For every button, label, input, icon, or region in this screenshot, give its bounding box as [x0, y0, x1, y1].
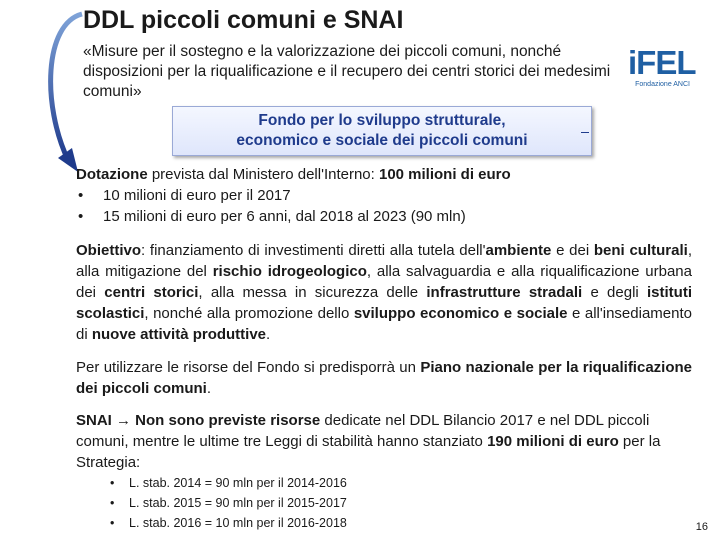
bullet: •	[78, 187, 84, 204]
dotazione-amount: 100 milioni di euro	[378, 166, 511, 183]
obiettivo-paragraph	[76, 240, 692, 345]
text-run: , alla salvaguardia e alla riqualificazione urbana dei	[76, 263, 692, 301]
piano-paragraph	[76, 357, 692, 399]
snai-paragraph	[76, 410, 692, 473]
fund-title-line2: economico e sociale dei piccoli comuni	[236, 132, 528, 149]
bold-run: nuove attività produttive	[91, 326, 267, 343]
text-run: e degli	[582, 284, 647, 301]
dotazione-list	[76, 185, 692, 227]
text-run: per la Strategia:	[76, 433, 661, 471]
dotazione-text: prevista dal Ministero dell'Interno:	[147, 166, 379, 183]
text-run: .	[266, 326, 271, 343]
text-run: dedicate nel DDL Bilancio 2017 e nel DDL piccoli comuni, mentre le ultime tre Leggi di stabilità hanno stanziato	[76, 412, 650, 450]
box-marker	[581, 132, 589, 133]
text-run: e dei	[551, 242, 594, 259]
bullet: •	[110, 516, 115, 530]
list-item-text: 15 milioni di euro per 6 anni, dal 2018 al 2023 (90 mln)	[103, 208, 466, 225]
bold-run: sviluppo economico e sociale	[353, 305, 568, 322]
list-item-text: 10 milioni di euro per il 2017	[103, 187, 291, 204]
page-title: DDL piccoli comuni e SNAI	[83, 6, 404, 34]
ifel-logo	[628, 44, 696, 90]
fund-title	[173, 111, 591, 151]
list-item-text: L. stab. 2016 = 10 mln per il 2016-2018	[129, 516, 347, 530]
dotazione-label: Dotazione	[76, 166, 148, 183]
text-run: e all'insediamento di	[76, 305, 692, 343]
list-item	[110, 493, 347, 513]
list-item	[110, 513, 347, 533]
text-run: , alla messa in sicurezza delle	[198, 284, 427, 301]
dotazione-section	[76, 164, 692, 227]
text-run: : finanziamento di investimenti diretti alla tutela dell'	[141, 242, 486, 259]
logo-subtext: Fondazione ANCI	[635, 81, 690, 88]
text-run: Per utilizzare le risorse del Fondo si predisporrà un	[76, 359, 421, 376]
logo-text: iFEL	[628, 44, 696, 81]
bullet: •	[110, 496, 115, 510]
bold-run: 190 milioni di euro	[487, 433, 619, 450]
text-run: , alla mitigazione del	[76, 242, 692, 280]
dotazione-line	[76, 164, 692, 185]
bold-run: beni culturali	[593, 242, 688, 259]
bold-run: rischio idrogeologico	[212, 263, 367, 280]
bullet: •	[110, 476, 115, 490]
list-item-text: L. stab. 2015 = 90 mln per il 2015-2017	[129, 496, 347, 510]
snai-list	[110, 473, 347, 533]
bullet: •	[78, 208, 84, 225]
list-item	[76, 185, 692, 206]
fund-title-box	[172, 106, 592, 156]
list-item-text: L. stab. 2014 = 90 mln per il 2014-2016	[129, 476, 347, 490]
text-run: .	[206, 380, 212, 397]
bold-run: ambiente	[485, 242, 552, 259]
page-number: 16	[695, 521, 708, 533]
obiettivo-label: Obiettivo	[76, 242, 142, 259]
bold-run: istituti scolastici	[76, 284, 692, 322]
bold-run: infrastrutture stradali	[426, 284, 583, 301]
bold-run: centri storici	[104, 284, 199, 301]
list-item	[110, 473, 347, 493]
bold-run: SNAI → Non sono previste risorse	[76, 412, 321, 429]
bold-run: Piano nazionale per la riqualificazione dei piccoli comuni	[76, 359, 692, 397]
curved-arrow-icon	[42, 10, 88, 180]
text-run: , nonché alla promozione dello	[144, 305, 354, 322]
fund-title-line1: Fondo per lo sviluppo strutturale,	[258, 112, 506, 129]
subtitle: «Misure per il sostegno e la valorizzazione dei piccoli comuni, nonché disposizioni per la riqualificazione e il recupero dei centri storici dei medesimi comuni»	[83, 43, 611, 100]
list-item	[76, 206, 692, 227]
